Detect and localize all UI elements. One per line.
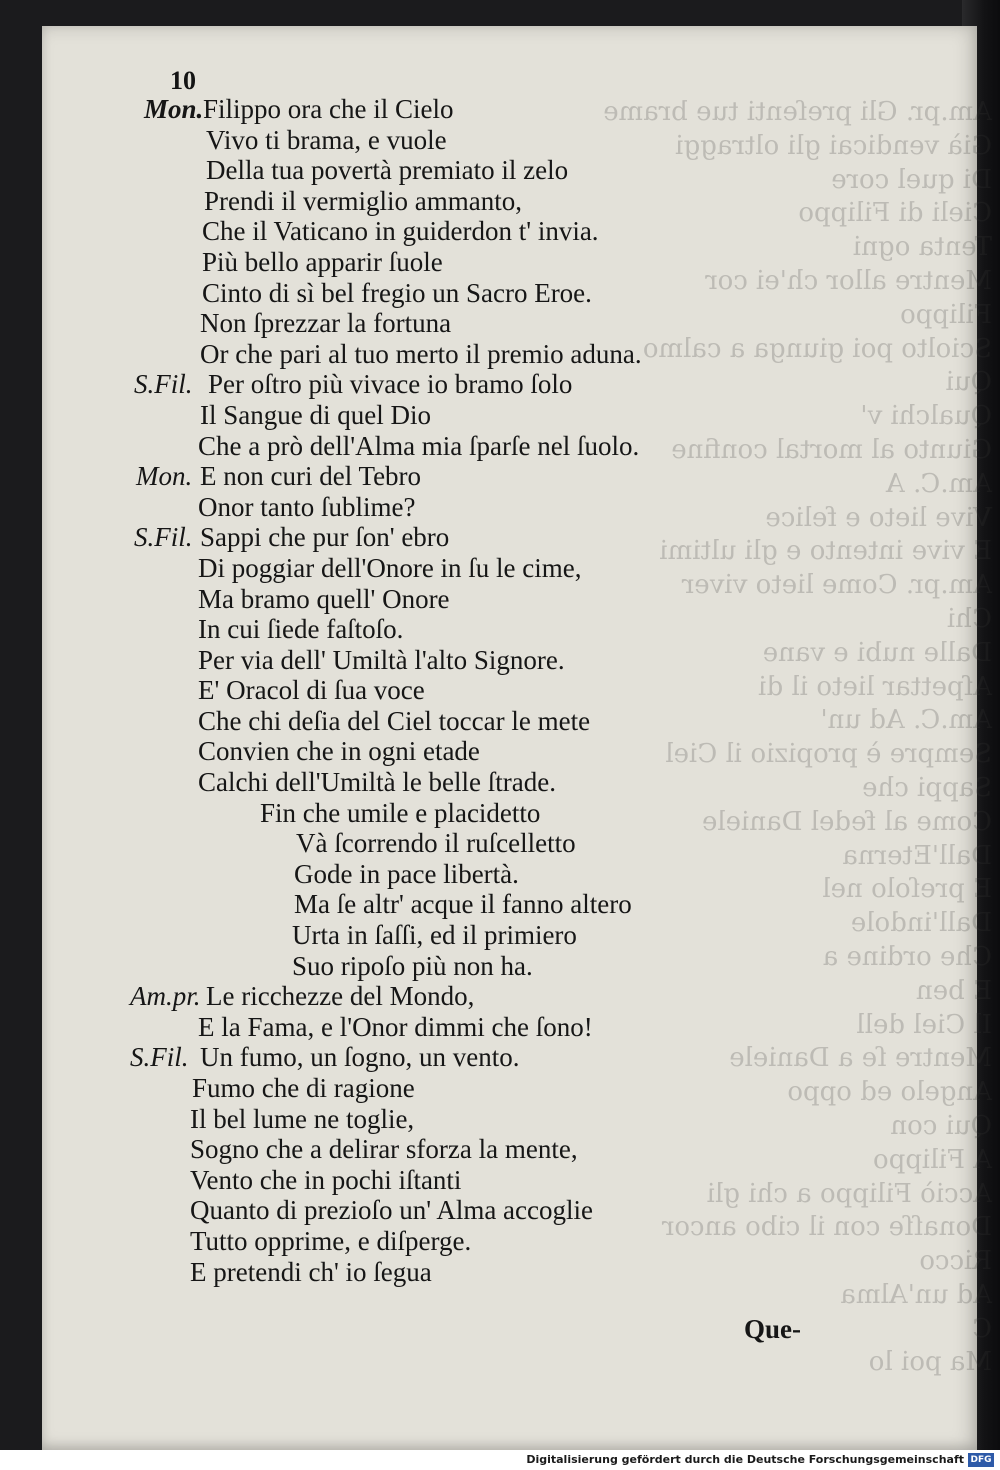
verse-text: Ma bramo quell' Onore (198, 583, 450, 614)
text-line (0, 400, 900, 431)
text-line (0, 1012, 900, 1043)
text-line (0, 828, 900, 859)
digitization-footer (0, 1450, 1000, 1470)
verse-text: Un fumo, un ſogno, un vento. (200, 1042, 520, 1073)
text-line (0, 553, 900, 584)
text-line (0, 339, 900, 370)
text-line (0, 1073, 900, 1104)
text-line (0, 1165, 900, 1196)
text-line (0, 216, 900, 247)
text-line (0, 645, 900, 676)
verse-text: Che a prò dell'Alma mia ſparſe nel ſuolo. (198, 430, 640, 461)
text-line (0, 951, 900, 982)
text-line (0, 767, 900, 798)
verse-text: Calchi dell'Umiltà le belle ſtrade. (198, 767, 556, 798)
text-line (0, 155, 900, 186)
funding-credit: Digitalisierung gefördert durch die Deutsche Forschungsgemeinschaft (526, 1453, 964, 1466)
text-line (0, 981, 900, 1012)
verse-text: Sappi che pur ſon' ebro (200, 522, 450, 553)
verse-text: Fin che umile e placidetto (260, 797, 541, 828)
verse-text: Convien che in ogni etade (198, 736, 480, 767)
text-line (0, 247, 900, 278)
verse-text: Che chi deſia del Ciel toccar le mete (198, 705, 591, 736)
text-line (0, 369, 900, 400)
verse-text: Il Sangue di quel Dio (200, 399, 431, 430)
libretto-text (0, 94, 900, 1287)
text-line (0, 1042, 900, 1073)
text-line (0, 308, 900, 339)
verse-text: Della tua povertà premiato il zelo (206, 155, 569, 186)
verse-text: Ma ſe altr' acque il fanno altero (294, 889, 632, 920)
verse-text: Suo ripoſo più non ha. (292, 950, 533, 981)
verse-text: Gode in pace libertà. (294, 858, 519, 889)
page-number: 10 (170, 66, 196, 95)
catchword: Que- (744, 1314, 801, 1344)
speaker-label: Mon. (144, 94, 204, 124)
text-line (0, 889, 900, 920)
verse-text: Non ſprezzar la fortuna (200, 308, 452, 339)
text-line (0, 706, 900, 737)
verse-text: E pretendi ch' io ſegua (190, 1256, 432, 1287)
speaker-label: S.Fil. (134, 369, 193, 400)
verse-text: Urta in ſaſſi, ed il primiero (292, 920, 577, 951)
verse-text: Le ricchezze del Mondo, (206, 981, 475, 1012)
verse-text: Prendi il vermiglio ammanto, (204, 185, 522, 216)
speaker-label: Mon. (136, 461, 193, 492)
verse-text: E non curi del Tebro (200, 461, 422, 492)
text-line (0, 1226, 900, 1257)
text-line (0, 431, 900, 462)
verse-text: In cui ſiede faſtoſo. (198, 614, 404, 645)
speaker-label: Am.pr. (130, 981, 201, 1012)
verse-text: Quanto di prezioſo un' Alma accoglie (190, 1195, 593, 1226)
verse-text: Di poggiar dell'Onore in ſu le cime, (198, 552, 582, 583)
text-line (0, 125, 900, 156)
text-line (0, 186, 900, 217)
text-line (0, 798, 900, 829)
text-line (0, 736, 900, 767)
verse-text: Più bello apparir ſuole (202, 246, 443, 277)
text-line (0, 278, 900, 309)
text-line (0, 584, 900, 615)
speaker-label: S.Fil. (130, 1042, 189, 1073)
verse-text: Sogno che a delirar sforza la mente, (190, 1134, 578, 1165)
verse-text: Cinto di sì bel fregio un Sacro Eroe. (202, 277, 592, 308)
speaker-label: S.Fil. (134, 522, 193, 553)
verse-text: Onor tanto ſublime? (198, 491, 416, 522)
text-line (0, 1134, 900, 1165)
verse-text: Và ſcorrendo il ruſcelletto (296, 828, 576, 859)
show-through-from-reverse-page: Am.pr. Gli preſenti tue brame Già vendicai gli oltraggi Di quel core Cieli di Filippo Tenta ogni Mentre allor ch'ei cor Filippo Sciolto poi giunga a calmo Qui Qualchi v' Giunto al mortal confine Am.C. A Vive lieto e felice E vive intento e gli ultimi Am.pr. Come lieto viver Chi Dalle nubi e vane Aſpettar lieto il di Am.C. Ad un' Sempre è propizio il Ciel Sappi che Come al fedel Daniele Dall'Eterna E preſolo nel Dall'indole Che ordine a E ben Il Ciel dell Mentre ſe a Daniele Angelo ed oppo Qui con A Filippo Acciò Filippo a chi gli Donaſſe con il cibo ancor Ricco Ad un'Alma C Ma poi lo (603, 97, 992, 1378)
text-line (0, 614, 900, 645)
verse-text: Tutto opprime, e diſperge. (190, 1225, 472, 1256)
text-line (0, 94, 900, 125)
verse-text: Il bel lume ne toglie, (190, 1103, 415, 1134)
text-line (0, 492, 900, 523)
text-line (0, 1104, 900, 1135)
text-line (0, 1257, 900, 1288)
verse-text: Fumo che di ragione (192, 1073, 415, 1103)
verse-text: Filippo ora che il Cielo (203, 94, 454, 124)
text-line (0, 522, 900, 553)
verse-text: Per via dell' Umiltà l'alto Signore. (198, 644, 565, 675)
verse-text: Per oſtro più vivace io bramo ſolo (208, 369, 573, 400)
verse-text: Che il Vaticano in guiderdon t' invia. (202, 216, 599, 247)
dfg-logo: DFG (968, 1453, 994, 1467)
verse-text: E la Fama, e l'Onor dimmi che ſono! (198, 1011, 593, 1042)
verse-text: E' Oracol di ſua voce (198, 675, 425, 706)
text-line (0, 675, 900, 706)
verse-text: Vivo ti brama, e vuole (206, 124, 447, 155)
verse-text: Vento che in pochi iſtanti (190, 1164, 462, 1195)
text-line (0, 1195, 900, 1226)
text-line (0, 920, 900, 951)
text-line (0, 859, 900, 890)
verse-text: Or che pari al tuo merto il premio aduna. (200, 338, 642, 369)
text-line (0, 461, 900, 492)
